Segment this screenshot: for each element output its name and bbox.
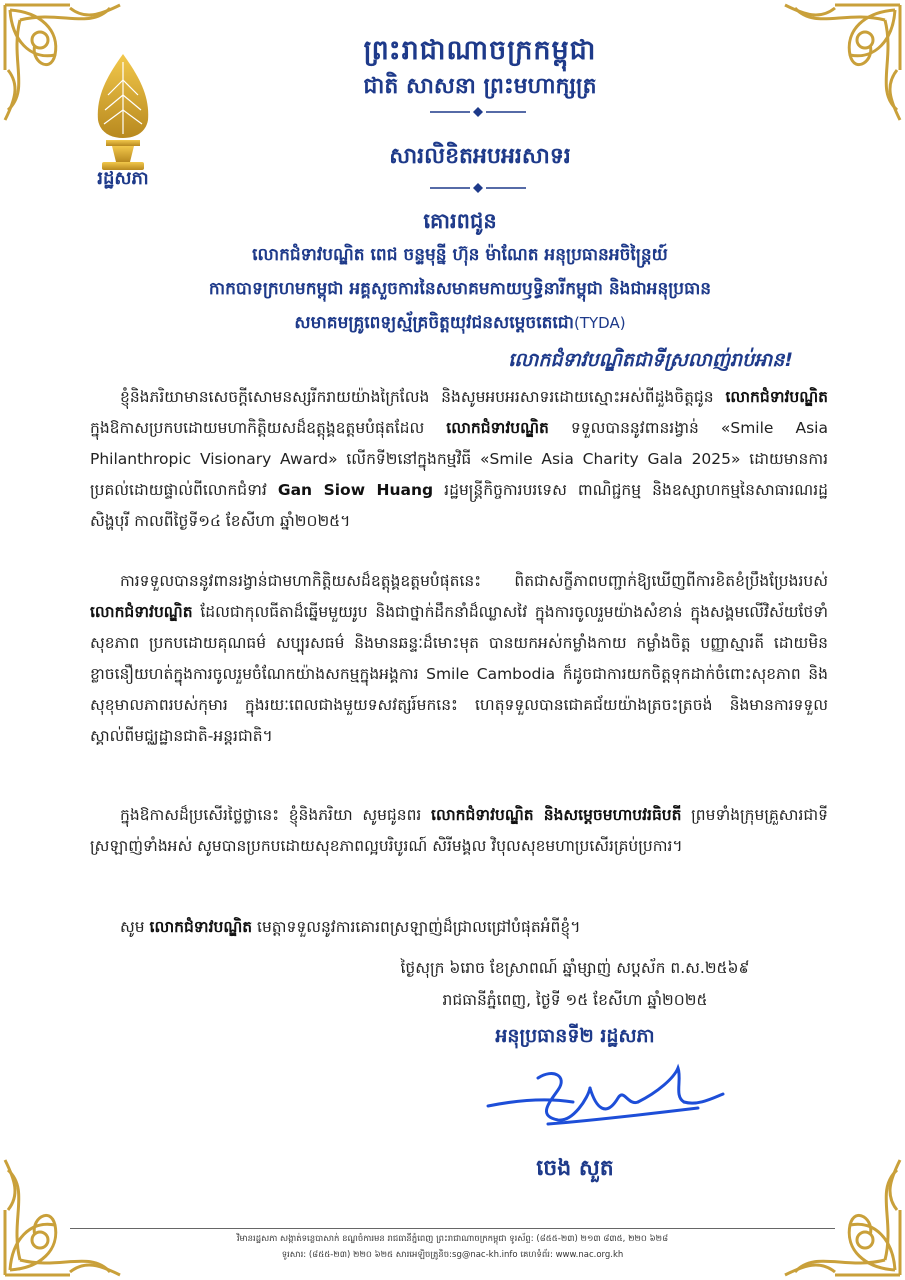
ornamental-divider: [430, 106, 526, 118]
p4-text: មេត្តាទទួលនូវការគោរពស្រឡាញ់ដ៏ជ្រាលជ្រៅបំផុតអំពីខ្ញុំ។: [252, 918, 581, 936]
salutation: លោកជំទាវបណ្ឌិតជាទីស្រលាញ់រាប់អាន!: [508, 349, 793, 371]
p2-bold: លោកជំទាវបណ្ឌិត: [90, 603, 193, 621]
handwritten-signature: [478, 1058, 728, 1138]
addressee-line-3-text: សមាគមគ្រូពេទ្យស្ម័គ្រចិត្តយុវជនសម្តេចតេជោ: [294, 313, 574, 333]
p1-text: ទទួលបាននូវពានរង្វាន់ «Smile Asia Philanthropic Visionary Award» លើកទី២នៅក្នុងកម្មវិធី «Smile Asia Charity Gala 2025» ដោយមានការប្រគល់ដោយផ្ទាល់ពីលោកជំទាវ: [90, 419, 828, 499]
p1-text: ក្នុងឱកាសប្រកបដោយមហាកិត្តិយសដ៏ឧត្តុង្គឧត្តមបំផុតដែល: [90, 419, 447, 437]
p3-text: ព្រមទាំងក្រុមគ្រួសារជាទីស្រឡាញ់ទាំងអស់ សូមបានប្រកបដោយសុខភាពល្អបរិបូរណ៍ សិរីមង្គល វិបុលសុខមហាប្រសើរគ្រប់ប្រការ។: [90, 806, 828, 855]
p1-bold: លោកជំទាវបណ្ឌិត: [446, 419, 549, 437]
solar-date: រាជធានីភ្នំពេញ, ថ្ងៃទី ១៥ ខែសីហា ឆ្នាំ២០២៥: [442, 991, 708, 1009]
footer-contact: ទូរសារ: (៨៥៥-២៣) ២២០ ៦២៥ សារអេឡិចត្រូនិច:sg@nac-kh.info គេហទំព័រ: www.nac.org.kh: [281, 1250, 624, 1260]
footer-divider: [70, 1228, 835, 1229]
p4-bold: លោកជំទាវបណ្ឌិត: [149, 918, 253, 936]
paragraph-4: [90, 912, 828, 943]
p2-text: ដែលជាកុលធីតាដ៏ឆ្នើមមួយរូប និងជាថ្នាក់ដឹកនាំដ៏ឈ្លាសវៃ ក្នុងការចូលរួមយ៉ាងសំខាន់ ក្នុងសង្គមលើវិស័យថែទាំសុខភាព ប្រកបដោយគុណធម៌ សប្បុរសធម៌ និងមានឆន្ទៈដ៏មោះមុត បានយកអស់កម្លាំងកាយ កម្លាំងចិត្ត បញ្ញាស្មារតី ដោយមិនខ្លាចនឿយហត់ក្នុងការចូលរួមចំណែកយ៉ាងសកម្មក្នុងអង្គការ Smile Cambodia ក៏ដូចជាការយកចិត្តទុកដាក់ចំពោះសុខភាព និងសុខុមាលភាពរបស់កុមារ ក្នុងរយៈពេលជាងមួយទសវត្សរ៍មកនេះ ហេតុទទួលបានជោគជ័យយ៉ាងត្រចះត្រចង់ និងមានការទទួលស្គាល់ពីមជ្ឈដ្ឋានជាតិ-អន្តរជាតិ។: [90, 603, 828, 745]
national-motto: ជាតិ សាសនា ព្រះមហាក្សត្រ: [363, 74, 597, 99]
tyda-acronym: (TYDA): [574, 314, 626, 332]
p4-text: សូម: [120, 918, 150, 936]
footer-address: វិមានរដ្ឋសភា សង្កាត់ទន្លេបាសាក់ ខណ្ឌចំការមន រាជធានីភ្នំពេញ ព្រះរាជាណាចក្រកម្ពុជា ទូរស័ព្ទ: (៨៥៥-២៣) ២១៣ ៨៣៥, ២២០ ៦២៨: [236, 1234, 669, 1244]
lunar-date: ថ្ងៃសុក្រ ៦រោច ខែស្រាពណ៍ ឆ្នាំម្សាញ់ សប្តស័ក ព.ស.២៥៦៩: [400, 959, 750, 977]
p3-bold: លោកជំទាវបណ្ឌិត និងសម្តេចមហាបវរធិបតី: [431, 806, 682, 824]
signer-title: អនុប្រធានទី២ រដ្ឋសភា: [495, 1025, 655, 1047]
p1-text: រដ្ឋមន្ត្រីកិច្ចការបរទេស ពាណិជ្ជកម្ម និងឧស្សាហកម្មនៃសាធារណរដ្ឋសិង្ហបុរី កាលពីថ្ងៃទី១៤ ខែសីហា ឆ្នាំ២០២៥។: [90, 481, 828, 530]
p2-text: ការទទួលបាននូវពានរង្វាន់ជាមហាកិត្តិយសដ៏ឧត្តុង្គឧត្តមបំផុតនេះ ពិតជាសក្ខីភាពបញ្ជាក់ឱ្យឃើញពីការខិតខំប្រឹងប្រែងរបស់: [120, 572, 828, 590]
addressee-line-3: [110, 312, 810, 337]
p1-text: ខ្ញុំនិងភរិយាមានសេចក្តីសោមនស្សរីករាយយ៉ាងក្រៃលែង និងសូមអបអរសាទរដោយស្មោះអស់ពីដួងចិត្តជូន: [120, 388, 726, 406]
addressee-heading: គោរពជូន: [423, 209, 497, 233]
p3-text: ក្នុងឱកាសដ៏ប្រសើរថ្លៃថ្លានេះ ខ្ញុំនិងភរិយា សូមជូនពរ: [120, 806, 432, 824]
p1-bold: លោកជំទាវបណ្ឌិត: [725, 388, 828, 406]
kingdom-name: ព្រះរាជាណាចក្រកម្ពុជា: [363, 35, 597, 66]
signer-name: ចេង សួត: [536, 1156, 614, 1181]
paragraph-1: [90, 382, 828, 537]
addressee-line-2: កាកបាទក្រហមកម្ពុជា អគ្គសួចការនៃសមាគមកាយឫទ្ធិនារីកម្ពុជា និងជាអនុប្រធាន: [208, 279, 712, 299]
addressee-line-1: លោកជំទាវបណ្ឌិត ពេជ ចន្ទមុន្នី ហ៊ុន ម៉ាណែត អនុប្រធានអចិន្ត្រៃយ៍: [252, 245, 668, 265]
paragraph-2: [90, 566, 828, 752]
emblem-label: រដ្ឋសភា: [97, 168, 149, 189]
document-title: សារលិខិតអបអរសាទរ: [389, 144, 571, 169]
ornamental-divider: [430, 182, 526, 194]
paragraph-3: [90, 800, 828, 862]
p1-bold: Gan Siow Huang: [277, 481, 434, 499]
